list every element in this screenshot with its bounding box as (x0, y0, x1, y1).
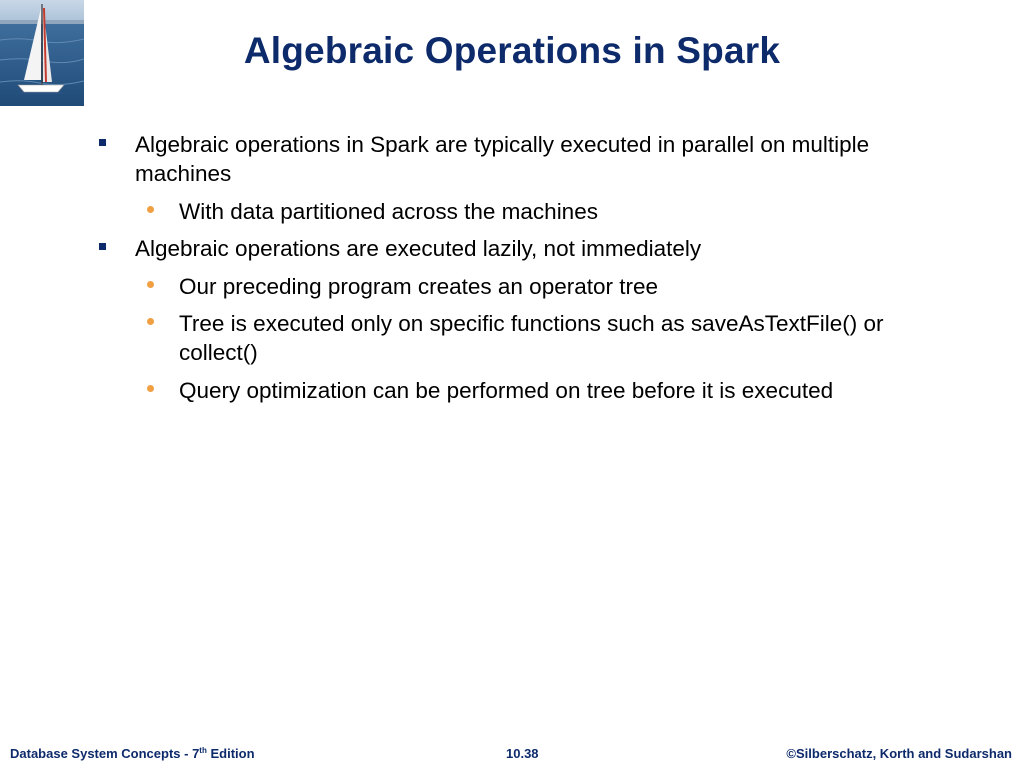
round-bullet-icon (147, 318, 154, 325)
round-bullet-icon (147, 281, 154, 288)
sub-bullet-item: Query optimization can be performed on tree before it is executed (179, 378, 834, 403)
sub-bullet-item: With data partitioned across the machines (179, 199, 598, 224)
round-bullet-icon (147, 206, 154, 213)
slide-footer (0, 744, 1024, 764)
footer-copyright: ©Silberschatz, Korth and Sudarshan (786, 746, 1012, 761)
square-bullet-icon (99, 139, 106, 146)
slide-title: Algebraic Operations in Spark (243, 30, 781, 71)
footer-book-prefix: Database System Concepts - 7 (10, 746, 200, 761)
sub-bullet-item: Tree is executed only on specific functions such as saveAsTextFile() or collect() (179, 311, 884, 365)
footer-book-sup: th (199, 746, 207, 755)
bullet-item: Algebraic operations are executed lazily, not immediately (135, 236, 702, 261)
round-bullet-icon (147, 385, 154, 392)
sub-bullet-item: Our preceding program creates an operator tree (179, 274, 659, 299)
bullet-item: Algebraic operations in Spark are typically executed in parallel on multiple machines (135, 132, 870, 186)
square-bullet-icon (99, 243, 106, 250)
footer-book-suffix: Edition (206, 746, 255, 761)
footer-page-number: 10.38 (506, 746, 539, 761)
footer-book-title (10, 746, 255, 761)
